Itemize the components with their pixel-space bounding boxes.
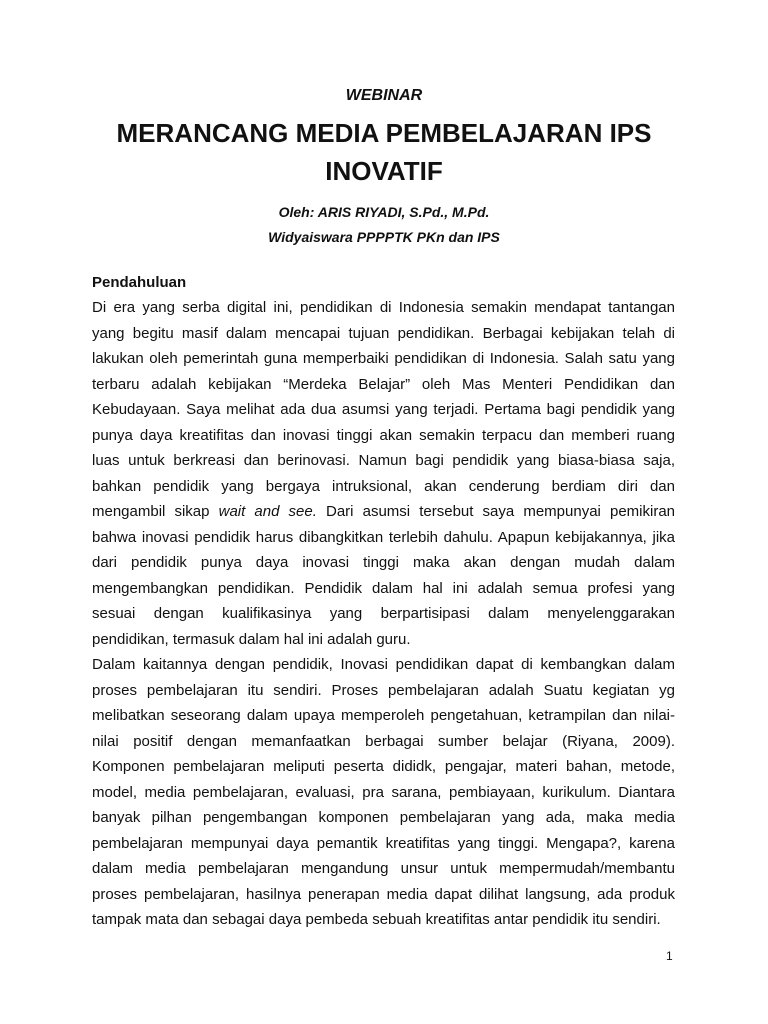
body-line: luas untuk berkreasi dan berinovasi. Namun bagi pendidik yang biasa-biasa saja,	[92, 452, 675, 469]
body-paragraph	[92, 295, 675, 933]
body-line: melibatkan seseorang dalam upaya memperoleh pengetahuan, ketrampilan dan nilai-	[92, 707, 675, 724]
body-line: bahwa inovasi pendidik harus dibangkitkan terlebih dahulu. Apapun kebijakannya, jika	[92, 528, 675, 546]
body-line: pendidikan, termasuk dalam hal ini adalah guru.	[92, 630, 411, 648]
body-line: nilai positif dengan memanfaatkan berbagai sumber belajar (Riyana, 2009).	[92, 732, 675, 750]
body-line: dalam media pembelajaran mengandung unsur untuk mempermudah/membantu	[92, 860, 675, 877]
body-text-segment: mengambil sikap	[92, 503, 210, 520]
body-line: proses pembelajaran itu sendiri. Proses pembelajaran adalah Suatu kegiatan yg	[92, 681, 675, 699]
author-line: Oleh: ARIS RIYADI, S.Pd., M.Pd.	[278, 204, 490, 220]
body-line: yang begitu masif dalam mencapai tujuan pendidikan. Berbagai kebijakan telah di	[92, 324, 675, 342]
body-line: dari pendidik punya daya inovasi tinggi maka akan dengan mudah dalam	[92, 554, 675, 571]
body-line: sesuai dengan kualifikasinya yang berpartisipasi dalam menyelenggarakan	[92, 605, 675, 622]
body-line: proses pembelajaran, hasilnya penerapan media dapat dilihat langsung, ada produk	[92, 885, 675, 903]
body-line: punya daya kreatifitas dan inovasi tinggi akan semakin terpacu dan memberi ruang	[92, 426, 675, 444]
body-line: Kebudayaan. Saya melihat ada dua asumsi yang terjadi. Pertama bagi pendidik yang	[92, 401, 675, 418]
body-line: Komponen pembelajaran meliputi peserta dididk, pengajar, materi bahan, metode,	[92, 758, 675, 775]
page-number: 1	[666, 949, 673, 963]
document-title	[0, 114, 768, 190]
body-line: lakukan oleh pemerintah guna memperbaiki pendidikan di Indonesia. Salah satu yang	[92, 350, 675, 367]
body-line: bahkan pendidik yang bergaya intruksional, akan cenderung berdiam diri dan	[92, 477, 675, 495]
title-line-2: INOVATIF	[325, 156, 443, 186]
body-line: tampak mata dan sebagai daya pembeda sebuah kreatifitas antar pendidik itu sendiri.	[92, 911, 661, 928]
title-line-1: MERANCANG MEDIA PEMBELAJARAN IPS	[116, 118, 652, 148]
body-line	[92, 499, 675, 525]
italic-phrase: wait and see.	[218, 503, 317, 520]
body-line: banyak pilhan pengembangan komponen pembelajaran yang ada, maka media	[92, 809, 675, 826]
body-line: model, media pembelajaran, evaluasi, pra sarana, pembiayaan, kurikulum. Diantara	[92, 783, 675, 801]
body-line: Dalam kaitannya dengan pendidik, Inovasi pendidikan dapat di kembangkan dalam	[92, 656, 675, 673]
body-line: terbaru adalah kebijakan “Merdeka Belajar” oleh Mas Menteri Pendidikan dan	[92, 375, 675, 393]
body-text-segment: Dari asumsi tersebut saya mempunyai pemikiran	[326, 503, 675, 520]
section-heading: Pendahuluan	[92, 274, 187, 291]
document-label: WEBINAR	[345, 87, 423, 104]
body-line: pembelajaran mempunyai daya pemantik kreatifitas yang tinggi. Mengapa?, karena	[92, 834, 675, 852]
affiliation-line: Widyaiswara PPPPTK PKn dan IPS	[268, 229, 500, 245]
body-line: mengembangkan pendidikan. Pendidik dalam hal ini adalah semua profesi yang	[92, 579, 675, 597]
body-line: Di era yang serba digital ini, pendidikan di Indonesia semakin mendapat tantangan	[92, 299, 675, 316]
